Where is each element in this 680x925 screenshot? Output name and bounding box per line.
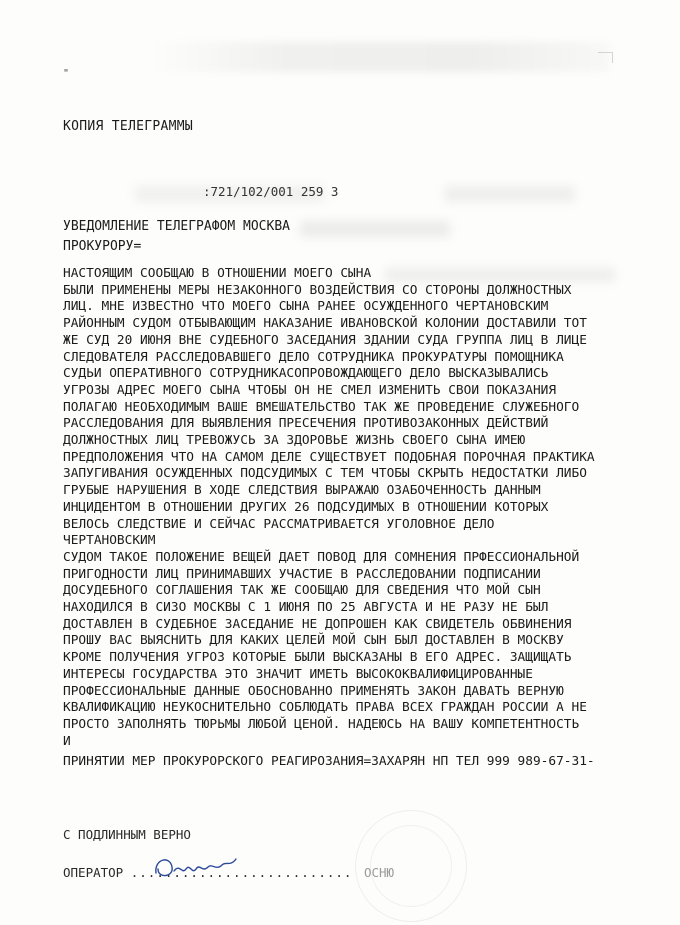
body-line: И [63, 733, 71, 749]
operator-dots: .......................... [130, 865, 353, 880]
redacted-reference-right [445, 186, 575, 202]
message-body [63, 266, 663, 771]
redacted-notice [300, 221, 450, 237]
body-line: ПРИНЯТИИ МЕР ПРОКУРОРСКОГО РЕАГИРОЗАНИЯ=ЗАХАРЯН НП ТЕЛ 999 989-67-31- [63, 754, 595, 770]
body-line: ДОСТАВЛЕН В СУДЕБНОЕ ЗАСЕДАНИЕ НЕ ДОПРОШЕН КАК СВИДЕТЕЛЬ ОБВИНЕНИЯ [63, 616, 572, 632]
body-line: НАХОДИЛСЯ В СИЗО МОСКВЫ С 1 ИЮНЯ ПО 25 АВГУСТА И НЕ РАЗУ НЕ БЫЛ [63, 600, 549, 616]
body-line: СУДЬИ ОПЕРАТИВНОГО СОТРУДНИКАСОПРОВОЖДАЮЩЕГО ДЕЛО ВЫСКАЗЫВАЛИСЬ [63, 366, 549, 382]
body-line: ИНЦИДЕНТОМ В ОТНОШЕНИИ ДРУГИХ 26 ПОДСУДИМЫХ В ОТНОШЕНИИ КОТОРЫХ [63, 499, 549, 515]
body-line: ПРОШУ ВАС ВЫЯСНИТЬ ДЛЯ КАКИХ ЦЕЛЕЙ МОЙ СЫН БЫЛ ДОСТАВЛЕН В МОСКВУ [63, 633, 564, 649]
operator-initials: ОСНЮ [363, 865, 395, 880]
body-line: ПРОФЕССИОНАЛЬНЫЕ ДАННЫЕ ОБОСНОВАННО ПРИМЕНЯТЬ ЗАКОН ДАВАТЬ ВЕРНУЮ [63, 683, 564, 699]
operator-signature [150, 845, 240, 885]
operator-label: ОПЕРАТОР [63, 865, 124, 880]
certification-line: С ПОДЛИННЫМ ВЕРНО [63, 827, 191, 842]
body-line: ЗАПУГИВАНИЯ ОСУЖДЕННЫХ ПОДСУДИМЫХ С ТЕМ ЧТОБЫ СКРЫТЬ НЕДОСТАТКИ ЛИБО [63, 466, 587, 482]
body-line: РАЙОННЫМ СУДОМ ОТБЫВАЮЩИМ НАКАЗАНИЕ ИВАНОВСКОЙ КОЛОНИИ ДОСТАВИЛИ ТОТ [63, 316, 587, 332]
corner-mark [598, 52, 613, 63]
body-line: ПРЕДПОЛОЖЕНИЯ ЧТО НА САМОМ ДЕЛЕ СУЩЕСТВУЕТ ПОДОБНАЯ ПОРОЧНАЯ ПРАКТИКА [63, 449, 595, 465]
body-line: РАССЛЕДОВАНИЯ ДЛЯ ВЫЯВЛЕНИЯ ПРЕСЕЧЕНИЯ ПРОТИВОЗАКОННЫХ ДЕЙСТВИЙ [63, 416, 549, 432]
notice-line: УВЕДОМЛЕНИЕ ТЕЛЕГРАФОМ МОСКВА [63, 219, 290, 234]
addressee: ПРОКУРОРУ= [63, 239, 142, 254]
body-line: ЛИЦ. МНЕ ИЗВЕСТНО ЧТО МОЕГО СЫНА РАНЕЕ ОСУЖДЕННОГО ЧЕРТАНОВСКИМ [63, 299, 549, 315]
telegram-reference: :721/102/001 259 3 [203, 184, 339, 199]
body-line: ПРОСТО ЗАПОЛНЯТЬ ТЮРЬМЫ ЛЮБОЙ ЦЕНОЙ. НАДЕЮСЬ НА ВАШУ КОМПЕТЕНТНОСТЬ [63, 716, 580, 732]
redacted-header [150, 42, 610, 72]
body-line: КВАЛИФИКАЦИЮ НЕУКОСНИТЕЛЬНО СОБЛЮДАТЬ ПРАВА ВСЕХ ГРАЖДАН РОССИИ А НЕ [63, 700, 587, 716]
body-line: ГРУБЫЕ НАРУШЕНИЯ В ХОДЕ СЛЕДСТВИЯ ВЫРАЖАЮ ОЗАБОЧЕННОСТЬ ДАННЫМ [63, 483, 541, 499]
faint-stamp-inner [370, 825, 452, 907]
body-line: СЛЕДОВАТЕЛЯ РАССЛЕДОВАВШЕГО ДЕЛО СОТРУДНИКА ПРОКУРАТУРЫ ПОМОЩНИКА [63, 349, 564, 365]
header-tick: " [63, 68, 70, 79]
body-line: ЖЕ СУД 20 ИЮНЯ ВНЕ СУДЕБНОГО ЗАСЕДАНИЯ ЗДАНИИ СУДА ГРУППА ЛИЦ В ЛИЦЕ [63, 332, 587, 348]
body-line: ПОЛАГАЮ НЕОБХОДИМЫМ ВАШЕ ВМЕШАТЕЛЬСТВО ТАК ЖЕ ПРОВЕДЕНИЕ СЛУЖЕБНОГО [63, 399, 580, 415]
body-line: КРОМЕ ПОЛУЧЕНИЯ УГРОЗ КОТОРЫЕ БЫЛИ ВЫСКАЗАНЫ В ЕГО АДРЕС. ЗАЩИЩАТЬ [63, 650, 572, 666]
body-line: ЧЕРТАНОВСКИМ [63, 533, 156, 549]
body-line: СУДОМ ТАКОЕ ПОЛОЖЕНИЕ ВЕЩЕЙ ДАЕТ ПОВОД ДЛЯ СОМНЕНИЯ ПРФЕССИОНАЛЬНОЙ [63, 549, 580, 565]
body-line: ПРИГОДНОСТИ ЛИЦ ПРИНИМАВШИХ УЧАСТИЕ В РАССЛЕДОВАНИИ ПОДПИСАНИИ [63, 566, 541, 582]
body-line: НАСТОЯЩИМ СООБЩАЮ В ОТНОШЕНИИ МОЕГО СЫНА [63, 266, 372, 281]
body-line: ИНТЕРЕСЫ ГОСУДАРСТВА ЭТО ЗНАЧИТ ИМЕТЬ ВЫСОКОКВАЛИФИЦИРОВАННЫЕ [63, 666, 533, 682]
document-title: КОПИЯ ТЕЛЕГРАММЫ [63, 119, 194, 134]
body-line: УГРОЗЫ АДРЕС МОЕГО СЫНА ЧТОБЫ ОН НЕ СМЕЛ ИЗМЕНИТЬ СВОИ ПОКАЗАНИЯ [63, 382, 557, 398]
body-line: ДОСУДЕБНОГО СОГЛАШЕНИЯ ТАК ЖЕ СООБЩАЮ ДЛЯ СВЕДЕНИЯ ЧТО МОЙ СЫН [63, 583, 541, 599]
body-line: БЫЛИ ПРИМЕНЕНЫ МЕРЫ НЕЗАКОННОГО ВОЗДЕЙСТВИЯ СО СТОРОНЫ ДОЛЖНОСТНЫХ [63, 282, 572, 298]
body-line: ВЕЛОСЬ СЛЕДСТВИЕ И СЕЙЧАС РАССМАТРИВАЕТСЯ УГОЛОВНОЕ ДЕЛО [63, 516, 495, 532]
body-line: ДОЛЖНОСТНЫХ ЛИЦ ТРЕВОЖУСЬ ЗА ЗДОРОВЬЕ ЖИЗНЬ СВОЕГО СЫНА ИМЕЮ [63, 433, 526, 449]
